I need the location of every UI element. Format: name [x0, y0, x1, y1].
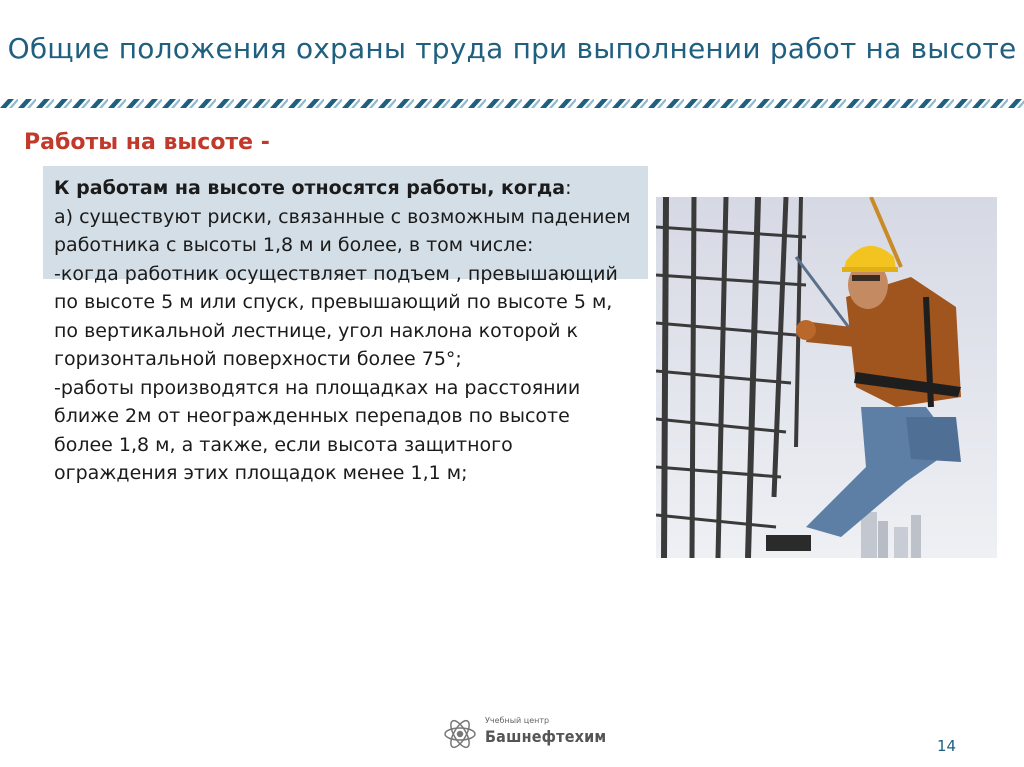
slide-title: Общие положения охраны труда при выполнении работ на высоте — [7, 32, 1017, 65]
paragraph-platforms: -работы производятся на площадках на расстоянии ближе 2м от неогражденных перепадов по высоте более 1,8 м, а также, если высота защитного ограждения этих площадок менее 1,1 м; — [54, 376, 581, 484]
paragraph-a: а) существуют риски, связанные с возможным падением работника с высоты 1,8 м и более, в том числе: — [54, 205, 631, 256]
rope-divider-icon — [0, 99, 1024, 108]
lead-bold-text: К работам на высоте относятся работы, когда — [54, 177, 566, 199]
page-number: 14 — [937, 737, 957, 755]
body-text — [54, 174, 634, 488]
lead-colon: : — [565, 177, 572, 199]
lead-line — [54, 174, 634, 203]
logo-small-text: Учебный центр — [485, 716, 550, 725]
paragraph-ascent: -когда работник осуществляет подъем , превышающий по высоте 5 м или спуск, превышающий по высоте 5 м, по вертикальной лестнице, угол наклона которой к горизонтальной поверхности более 75°; — [54, 262, 618, 370]
worker-on-rebar-photo — [656, 197, 997, 558]
logo-name: Башнефтехим — [485, 727, 607, 746]
section-subtitle: Работы на высоте - — [24, 130, 270, 155]
